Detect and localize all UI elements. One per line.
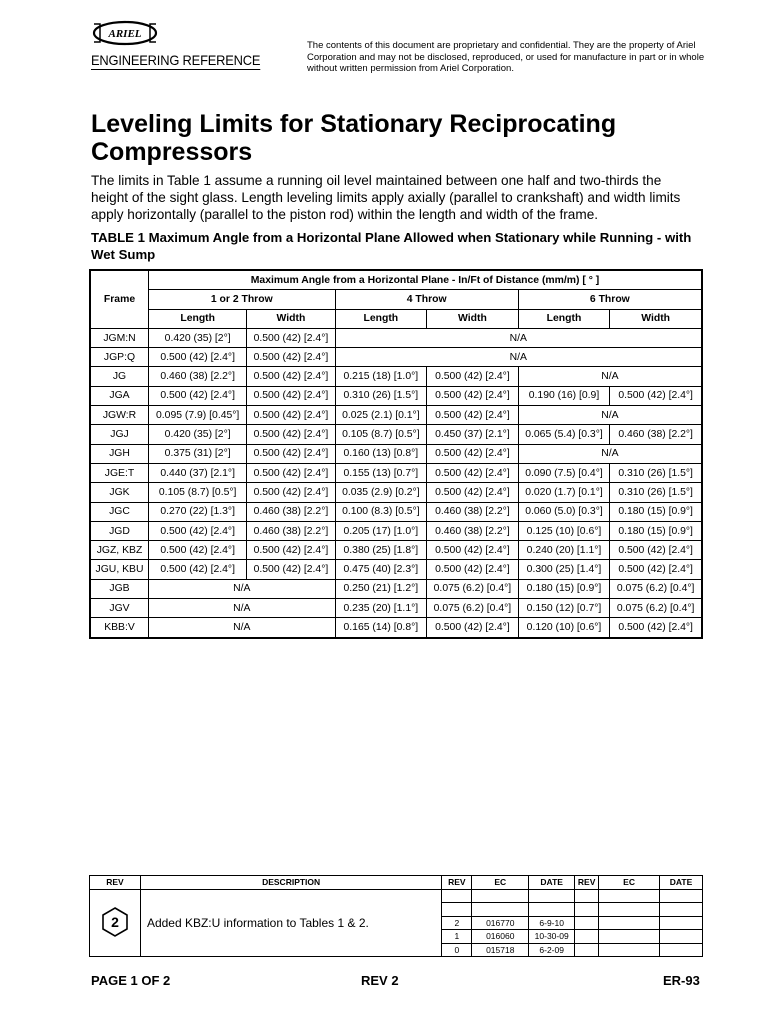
- table-row: [90, 463, 702, 482]
- table-cell: 0.310 (26) [1.5°]: [610, 463, 702, 482]
- history-rev: 0: [442, 943, 472, 957]
- table-cell: 0.020 (1.7) [0.1°]: [518, 483, 610, 502]
- frame-cell: JG: [90, 367, 149, 386]
- table-cell: 0.500 (42) [2.4°]: [427, 483, 519, 502]
- table-cell: 0.500 (42) [2.4°]: [149, 521, 247, 540]
- table-cell: 0.250 (21) [1.2°]: [335, 579, 427, 598]
- table-cell: 0.500 (42) [2.4°]: [427, 541, 519, 560]
- table-cell: 0.500 (42) [2.4°]: [427, 618, 519, 638]
- frame-cell: JGH: [90, 444, 149, 463]
- date-header: DATE: [660, 876, 703, 890]
- table-row: [90, 599, 702, 618]
- table-cell: 0.205 (17) [1.0°]: [335, 521, 427, 540]
- table-cell: N/A: [335, 348, 702, 367]
- history-date: 10-30-09: [529, 930, 575, 944]
- history-date: 6-2-09: [529, 943, 575, 957]
- rev-header: REV: [575, 876, 599, 890]
- table-row: [90, 502, 702, 521]
- frame-cell: JGZ, KBZ: [90, 541, 149, 560]
- table-cell: 0.500 (42) [2.4°]: [247, 386, 335, 405]
- frame-cell: JGP:Q: [90, 348, 149, 367]
- table-row: [90, 521, 702, 540]
- table-cell: 0.120 (10) [0.6°]: [518, 618, 610, 638]
- table-cell: 0.105 (8.7) [0.5°]: [335, 425, 427, 444]
- table-row: [90, 348, 702, 367]
- history-date: 6-9-10: [529, 916, 575, 930]
- table-cell: 0.500 (42) [2.4°]: [247, 425, 335, 444]
- rev-header: REV: [442, 876, 472, 890]
- table-cell: 0.500 (42) [2.4°]: [247, 348, 335, 367]
- table-cell: 0.440 (37) [2.1°]: [149, 463, 247, 482]
- table-cell: 0.100 (8.3) [0.5°]: [335, 502, 427, 521]
- table-cell: 0.065 (5.4) [0.3°]: [518, 425, 610, 444]
- section-label: ENGINEERING REFERENCE: [91, 52, 261, 68]
- table-cell: 0.500 (42) [2.4°]: [247, 541, 335, 560]
- table-cell: 0.500 (42) [2.4°]: [610, 618, 702, 638]
- intro-paragraph: The limits in Table 1 assume a running oil level maintained between one half and two-thirds the height of the sight glass. Length leveling limits apply axially (parallel to crankshaft) and width limits apply horizontally (parallel to the piston rod) within the length and width of the frame.: [91, 173, 681, 222]
- table-cell: 0.500 (42) [2.4°]: [149, 386, 247, 405]
- table-cell: 0.500 (42) [2.4°]: [610, 541, 702, 560]
- table-cell: 0.180 (15) [0.9°]: [610, 502, 702, 521]
- logo-text: ARIEL: [108, 28, 142, 40]
- table-cell: 0.125 (10) [0.6°]: [518, 521, 610, 540]
- table-cell: 0.380 (25) [1.8°]: [335, 541, 427, 560]
- table-cell: 0.500 (42) [2.4°]: [247, 328, 335, 347]
- table-cell: 0.035 (2.9) [0.2°]: [335, 483, 427, 502]
- table-cell: N/A: [518, 444, 702, 463]
- table-cell: 0.450 (37) [2.1°]: [427, 425, 519, 444]
- table-cell: 0.500 (42) [2.4°]: [427, 406, 519, 425]
- date-header: DATE: [529, 876, 575, 890]
- rev-header: REV: [90, 876, 141, 890]
- table-cell: 0.105 (8.7) [0.5°]: [149, 483, 247, 502]
- table-cell: 0.235 (20) [1.1°]: [335, 599, 427, 618]
- table-row: [90, 386, 702, 405]
- table-cell: 0.075 (6.2) [0.4°]: [427, 579, 519, 598]
- table-cell: N/A: [149, 579, 336, 598]
- frame-header: Frame: [90, 270, 149, 328]
- table-cell: N/A: [518, 406, 702, 425]
- frame-cell: JGA: [90, 386, 149, 405]
- history-rev: 2: [442, 916, 472, 930]
- history-ec: 016770: [472, 916, 529, 930]
- ariel-logo: [90, 20, 160, 46]
- table-cell: 0.500 (42) [2.4°]: [427, 463, 519, 482]
- group-header: 6 Throw: [518, 290, 702, 309]
- frame-cell: JGK: [90, 483, 149, 502]
- table-row: [90, 560, 702, 579]
- table-cell: 0.075 (6.2) [0.4°]: [610, 579, 702, 598]
- table-cell: 0.300 (25) [1.4°]: [518, 560, 610, 579]
- table-cell: 0.500 (42) [2.4°]: [247, 463, 335, 482]
- table-cell: 0.500 (42) [2.4°]: [149, 348, 247, 367]
- table-cell: 0.500 (42) [2.4°]: [149, 560, 247, 579]
- table-cell: 0.500 (42) [2.4°]: [149, 541, 247, 560]
- table-cell: 0.500 (42) [2.4°]: [427, 367, 519, 386]
- table-cell: 0.460 (38) [2.2°]: [149, 367, 247, 386]
- table-cell: 0.190 (16) [0.9]: [518, 386, 610, 405]
- table-group-header-row: [90, 290, 702, 309]
- footer-rev: REV 2: [361, 973, 399, 988]
- table-cell: 0.500 (42) [2.4°]: [610, 386, 702, 405]
- table-cell: 0.215 (18) [1.0°]: [335, 367, 427, 386]
- revision-table: [89, 875, 703, 957]
- table-cell: 0.500 (42) [2.4°]: [610, 560, 702, 579]
- table-cell: 0.500 (42) [2.4°]: [247, 444, 335, 463]
- page-title: Leveling Limits for Stationary Reciprocating Compressors: [91, 110, 617, 166]
- table-cell: 0.500 (42) [2.4°]: [247, 367, 335, 386]
- table-cell: N/A: [149, 599, 336, 618]
- table-cell: 0.240 (20) [1.1°]: [518, 541, 610, 560]
- sub-header: Length: [518, 309, 610, 328]
- table-cell: 0.075 (6.2) [0.4°]: [610, 599, 702, 618]
- table-cell: 0.025 (2.1) [0.1°]: [335, 406, 427, 425]
- table-cell: N/A: [149, 618, 336, 638]
- table-cell: 0.475 (40) [2.3°]: [335, 560, 427, 579]
- group-header: 4 Throw: [335, 290, 518, 309]
- table-cell: 0.180 (15) [0.9°]: [610, 521, 702, 540]
- page-number: PAGE 1 OF 2: [91, 973, 171, 988]
- history-ec: 016060: [472, 930, 529, 944]
- table-row: [90, 483, 702, 502]
- table-cell: 0.420 (35) [2°]: [149, 425, 247, 444]
- table-cell: 0.500 (42) [2.4°]: [247, 406, 335, 425]
- table-row: [90, 328, 702, 347]
- frame-cell: JGV: [90, 599, 149, 618]
- table-cell: 0.460 (38) [2.2°]: [610, 425, 702, 444]
- table-row: [90, 618, 702, 638]
- ec-header: EC: [472, 876, 529, 890]
- frame-cell: JGU, KBU: [90, 560, 149, 579]
- table-cell: 0.460 (38) [2.2°]: [247, 502, 335, 521]
- sub-header: Length: [149, 309, 247, 328]
- table-cell: 0.500 (42) [2.4°]: [247, 560, 335, 579]
- table-cell: N/A: [335, 328, 702, 347]
- table-row: [90, 367, 702, 386]
- frame-cell: JGM:N: [90, 328, 149, 347]
- table-row: [90, 406, 702, 425]
- table-cell: 0.075 (6.2) [0.4°]: [427, 599, 519, 618]
- sub-header: Width: [427, 309, 519, 328]
- confidential-notice: The contents of this document are proprietary and confidential. They are the property of Ariel Corporation and may not be disclosed, reproduced, or used for manufacture in part or in whole without written permission from Ariel Corporation.: [307, 40, 705, 74]
- table-cell: 0.150 (12) [0.7°]: [518, 599, 610, 618]
- ec-header: EC: [599, 876, 660, 890]
- table-cell: 0.460 (38) [2.2°]: [427, 521, 519, 540]
- frame-cell: JGB: [90, 579, 149, 598]
- frame-cell: JGE:T: [90, 463, 149, 482]
- table-cell: 0.375 (31) [2°]: [149, 444, 247, 463]
- table-cell: 0.310 (26) [1.5°]: [335, 386, 427, 405]
- document-id: ER-93: [663, 973, 700, 988]
- revision-header-row: [90, 876, 703, 890]
- table-cell: 0.160 (13) [0.8°]: [335, 444, 427, 463]
- table-super-header-row: [90, 270, 702, 290]
- revision-description: Added KBZ:U information to Tables 1 & 2.: [140, 889, 441, 957]
- table-caption: TABLE 1 Maximum Angle from a Horizontal Plane Allowed when Stationary while Running - with Wet Sump: [91, 230, 692, 262]
- sub-header: Length: [335, 309, 427, 328]
- table-cell: 0.500 (42) [2.4°]: [427, 386, 519, 405]
- table-row: [90, 541, 702, 560]
- super-header: Maximum Angle from a Horizontal Plane - In/Ft of Distance (mm/m) [ ° ]: [149, 270, 703, 290]
- table-cell: 0.500 (42) [2.4°]: [427, 444, 519, 463]
- table-cell: 0.095 (7.9) [0.45°]: [149, 406, 247, 425]
- table-cell: 0.090 (7.5) [0.4°]: [518, 463, 610, 482]
- frame-cell: KBB:V: [90, 618, 149, 638]
- leveling-limits-table: [89, 269, 703, 639]
- rev-badge-number: 2: [111, 913, 119, 930]
- frame-cell: JGW:R: [90, 406, 149, 425]
- rev-badge-cell: [90, 889, 141, 957]
- sub-header: Width: [610, 309, 702, 328]
- sub-header: Width: [247, 309, 335, 328]
- table-cell: 0.460 (38) [2.2°]: [247, 521, 335, 540]
- frame-cell: JGJ: [90, 425, 149, 444]
- table-cell: 0.165 (14) [0.8°]: [335, 618, 427, 638]
- table-cell: 0.155 (13) [0.7°]: [335, 463, 427, 482]
- table-cell: 0.060 (5.0) [0.3°]: [518, 502, 610, 521]
- table-cell: N/A: [518, 367, 702, 386]
- frame-cell: JGC: [90, 502, 149, 521]
- table-cell: 0.420 (35) [2°]: [149, 328, 247, 347]
- history-ec: 015718: [472, 943, 529, 957]
- table-cell: 0.180 (15) [0.9°]: [518, 579, 610, 598]
- table-row: [90, 444, 702, 463]
- table-sub-header-row: [90, 309, 702, 328]
- table-row: [90, 425, 702, 444]
- group-header: 1 or 2 Throw: [149, 290, 336, 309]
- table-row: [90, 579, 702, 598]
- rev-hexagon-icon: [100, 907, 130, 937]
- revision-blank-row: [90, 889, 703, 903]
- history-rev: 1: [442, 930, 472, 944]
- table-cell: 0.500 (42) [2.4°]: [427, 560, 519, 579]
- table-cell: 0.460 (38) [2.2°]: [427, 502, 519, 521]
- table-cell: 0.500 (42) [2.4°]: [247, 483, 335, 502]
- description-header: DESCRIPTION: [140, 876, 441, 890]
- frame-cell: JGD: [90, 521, 149, 540]
- table-cell: 0.310 (26) [1.5°]: [610, 483, 702, 502]
- table-cell: 0.270 (22) [1.3°]: [149, 502, 247, 521]
